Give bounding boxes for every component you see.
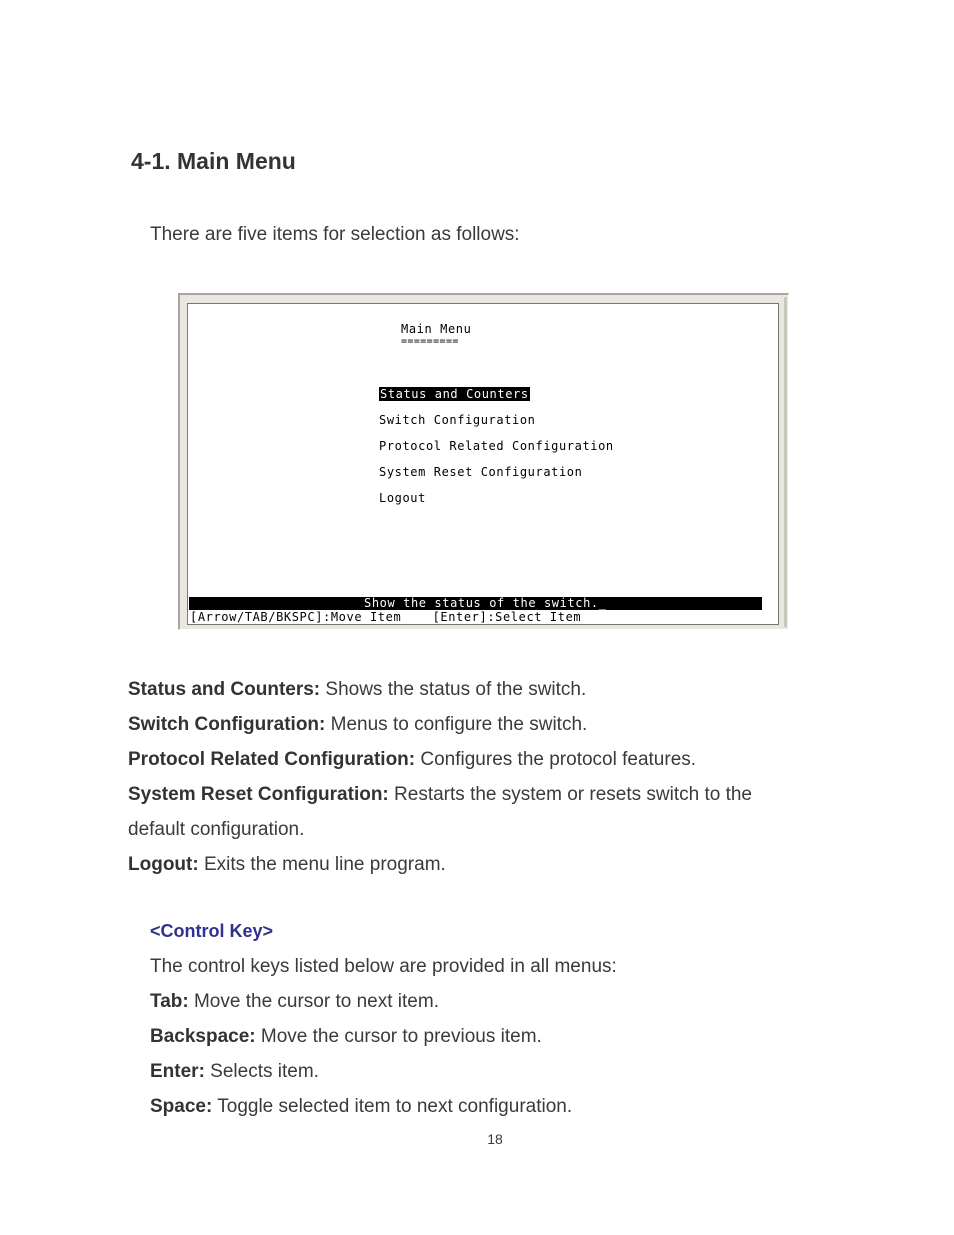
terminal-status-text: Show the status of the switch._: [364, 596, 607, 610]
control-key-tab: [150, 984, 439, 1019]
control-key-text: Selects item.: [204, 1061, 319, 1082]
terminal-help-line: [Arrow/TAB/BKSPC]:Move Item [Enter]:Select Item: [190, 610, 582, 624]
menu-item-logout[interactable]: Logout: [379, 491, 426, 505]
description-text: Configures the protocol features.: [415, 749, 697, 770]
description-protocol-related-configuration: [128, 742, 828, 777]
menu-item-switch-configuration[interactable]: Switch Configuration: [379, 413, 536, 427]
description-text: default configuration.: [128, 819, 305, 840]
control-key-heading: <Control Key>: [150, 921, 274, 941]
description-text: Exits the menu line program.: [198, 854, 446, 875]
menu-item-protocol-related-configuration[interactable]: Protocol Related Configuration: [379, 439, 614, 453]
description-text: Restarts the system or resets switch to the: [388, 784, 753, 805]
control-key-text: Move the cursor to next item.: [188, 991, 439, 1012]
description-term: Protocol Related Configuration:: [128, 749, 416, 770]
terminal-scrollbar[interactable]: [784, 297, 787, 627]
description-term: Switch Configuration:: [128, 714, 326, 735]
description-logout: [128, 847, 828, 882]
description-continuation: [128, 812, 828, 847]
description-term: Status and Counters:: [128, 679, 321, 700]
description-term: Logout:: [128, 854, 199, 875]
control-key-text: Move the cursor to previous item.: [255, 1026, 542, 1047]
control-key-enter: [150, 1054, 319, 1089]
section-title: 4-1. Main Menu: [131, 148, 296, 174]
control-key-term: Backspace:: [150, 1026, 256, 1047]
control-key-term: Tab:: [150, 991, 189, 1012]
control-key-intro: The control keys listed below are provided in all menus:: [150, 956, 617, 977]
description-text: Menus to configure the switch.: [325, 714, 588, 735]
control-key-backspace: [150, 1019, 542, 1054]
control-key-text: Toggle selected item to next configuration.: [212, 1096, 573, 1117]
control-key-term: Space:: [150, 1096, 213, 1117]
terminal-menu-title: Main Menu: [401, 322, 472, 336]
description-system-reset-configuration: [128, 777, 828, 812]
terminal-screenshot: [178, 293, 789, 630]
intro-text: There are five items for selection as follows:: [150, 224, 520, 245]
description-switch-configuration: [128, 707, 828, 742]
terminal-screen: [187, 303, 779, 625]
control-key-space: [150, 1089, 572, 1124]
terminal-menu-underline: =========: [401, 336, 459, 347]
description-status-and-counters: [128, 672, 828, 707]
description-text: Shows the status of the switch.: [320, 679, 587, 700]
description-term: System Reset Configuration:: [128, 784, 389, 805]
page-number: 18: [487, 1131, 503, 1147]
menu-item-system-reset-configuration[interactable]: System Reset Configuration: [379, 465, 583, 479]
menu-item-status-and-counters[interactable]: Status and Counters: [380, 387, 529, 401]
control-key-term: Enter:: [150, 1061, 205, 1082]
